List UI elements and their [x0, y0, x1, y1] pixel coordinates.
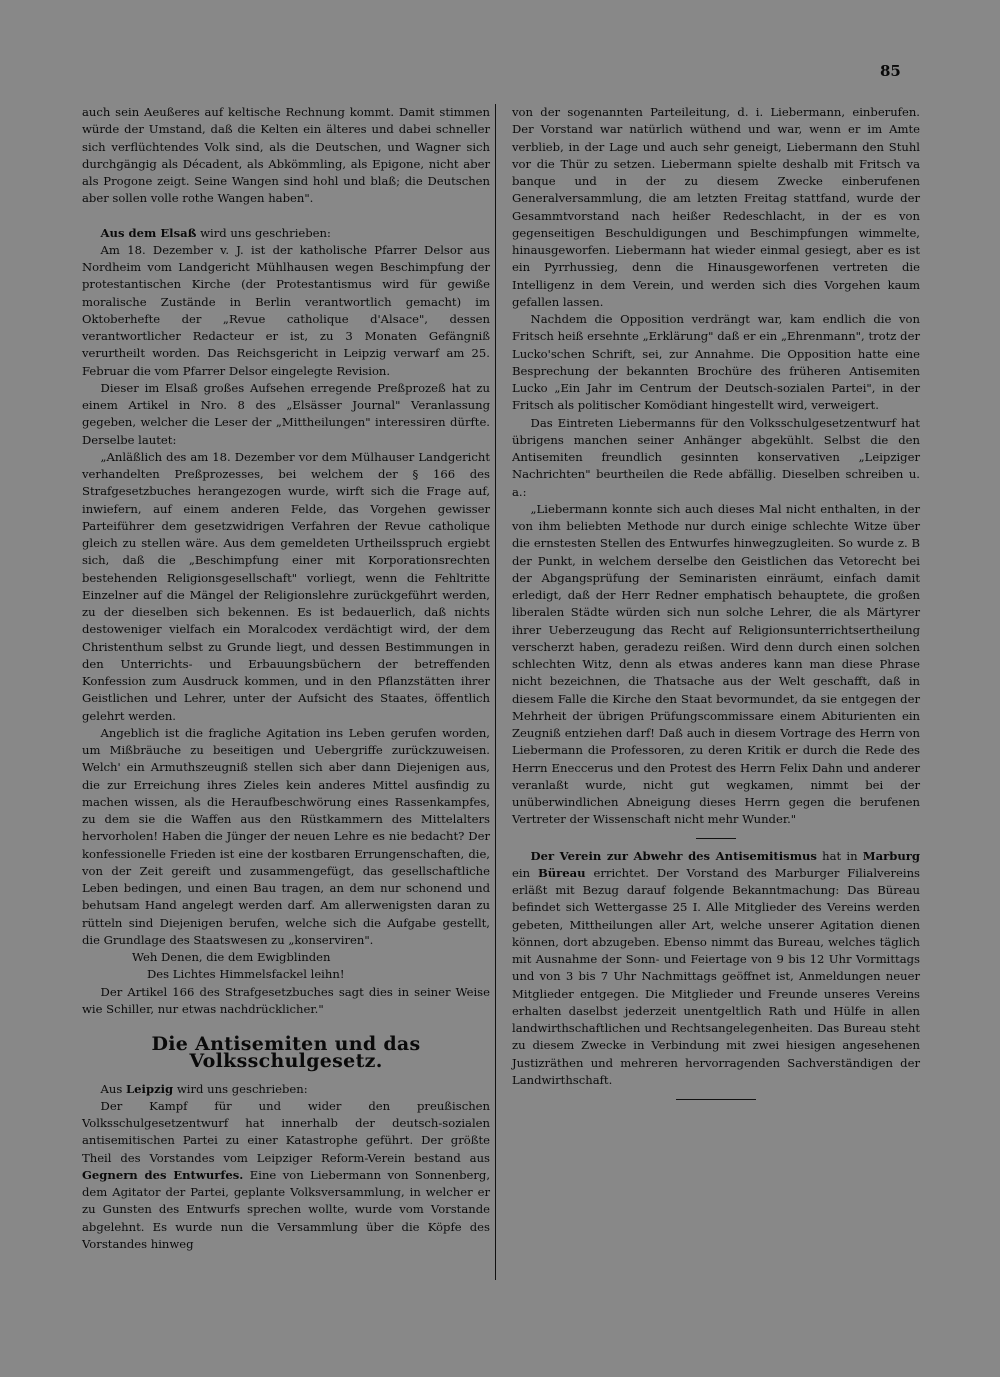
inline-text: ein — [512, 865, 538, 880]
inline-heading: Leipzig — [126, 1081, 174, 1096]
column-divider — [495, 104, 496, 1280]
inline-text: errichtet. Der Vorstand des Marburger Filialvereins erläßt mit Bezug darauf folgende Bekanntmachung: Das Büreau befindet sich Wettergasse 25 I. Alle Mitglieder des Vereins werden gebeten, Mittheilungen aller Art, welche unserer Agitation dienen können, dort abzugeben. Ebenso nimmt das Bureau, welches täglich mit Ausnahme der Sonn- und Feiertage von 9 bis 12 Uhr Vormittags und von 3 bis 7 Uhr Nachmittags geöffnet ist, Anmeldungen neuer Mitglieder entgegen. Die Mitglieder und Freunde unseres Vereins erhalten daselbst jederzeit unentgeltlich Rath und Hülfe in allen landwirthschaftlichen und Rechtsangelegenheiten. Das Bureau steht zu diesem Zwecke in Verbindung mit zwei hiesigen angesehenen Justizräthen und mehreren hervorragenden Sachverständigen der Landwirthschaft. — [512, 865, 920, 1087]
inline-emphasis: Büreau — [537, 865, 586, 880]
paragraph-leipzig-intro — [82, 1081, 490, 1098]
poem-line: Weh Denen, die dem Ewigblinden — [132, 950, 331, 964]
paragraph-elsass-intro — [82, 225, 490, 242]
inline-heading: Aus dem Elsaß — [100, 225, 197, 240]
paragraph: Nachdem die Opposition verdrängt war, kam endlich die von Fritsch heiß ersehnte „Erklärung" daß er ein „Ehrenmann", trotz der Lucko'schen Schrift, sei, zur Annahme. Die Opposition hatte eine Besprechung der bekannten Brochüre des früheren Antisemiten Lucko „Ein Jahr im Centrum der Deutsch-sozialen Partei", in der Fritsch als politischer Komödiant hingestellt wird, verweigert. — [512, 312, 920, 413]
section-title: Die Antisemiten und das Volksschulgesetz. — [151, 1033, 421, 1073]
inline-text: Aus — [100, 1081, 127, 1096]
paragraph: auch sein Aeußeres auf keltische Rechnung kommt. Damit stimmen würde der Umstand, daß die Kelten ein älteres und dabei schneller sich verflüchtendes Volk sind, als die Deutschen, und Wagner sich durchgängig als Décadent, als Abkömmling, als Epigone, nicht aber als Progone zeigt. Seine Wangen sind hohl und blaß; die Deutschen aber sollen volle rothe Wangen haben". — [82, 105, 490, 206]
paragraph: Dieser im Elsaß großes Aufsehen erregende Preßprozeß hat zu einem Artikel in Nro. 8 des „Elsässer Journal" Veranlassung gegeben, welcher die Leser der „Mittheilungen" interessiren dürfte. Derselbe lautet: — [82, 380, 490, 447]
separator-rule — [676, 1099, 756, 1100]
separator-rule — [696, 838, 736, 839]
paragraph: Der Artikel 166 des Strafgesetzbuches sagt dies in seiner Weise wie Schiller, nur etwas nachdrücklicher." — [82, 984, 490, 1016]
inline-text: wird uns geschrieben: — [173, 1081, 308, 1096]
paragraph: Angeblich ist die fragliche Agitation ins Leben gerufen worden, um Mißbräuche zu beseitigen und Uebergriffe zurückzuweisen. Welch' ein Armuthszeugniß stellen sich aber dann Diejenigen aus, die zur Erreichung ihres Zieles kein anderes Mittel ausfindig zu machen wissen, als die Heraufbeschwörung eines Rassenkampfes, zu dem sie die Waffen aus den Rüstkammern des Mittelalters hervorholen! Haben die Jünger der neuen Lehre es nie bedacht? Der konfessionelle Frieden ist eine der kostbaren Errungenschaften, die, von der Zeit gereift und zusammengefügt, das gesellschaftliche Leben bedingen, und einen Bau tragen, an dem nur schonend und behutsam Hand angelegt werden darf. Am allerwenigsten daran zu rütteln sind Diejenigen berufen, welche sich die Aufgabe gestellt, die Grundlage des Staatswesen zu „konserviren". — [82, 725, 490, 947]
inline-heading: Der Verein zur Abwehr des Antisemitismus — [530, 848, 817, 863]
quote-paragraph: „Anläßlich des am 18. Dezember vor dem Mülhauser Landgericht verhandelten Preßprozesses, bei welchem der § 166 des Strafgesetzbuches herangezogen wurde, wirft sich die Frage auf, inwiefern, auf einem anderen Felde, das Vorgehen gewisser Parteiführer dem gesetzwidrigen Verfahren der Revue catholique gleich zu stellen wäre. Aus dem gemeldeten Urtheilsspruch ergiebt sich, daß die „Beschimpfung einer mit Korporationsrechten bestehenden Religionsgesellschaft" vorliegt, wenn die Fehltritte Einzelner auf die Mängel der Religionslehre zurückgeführt werden, zu der dieselben sich bekennen. Es ist bedauerlich, daß nichts destoweniger vielfach ein Moralcodex verdächtigt wird, der dem Christenthum selbst zu Grunde liegt, und dessen Bestimmungen in den Unterrichts- und Erbauungsbüchern der betreffenden Konfession zum Ausdruck kommen, und in den Pflanzstätten ihrer Geistlichen und Lehrer, unter der Aufsicht des Staates, öffentlich gelehrt werden. — [82, 449, 490, 723]
paragraph-verein — [512, 848, 920, 1090]
inline-text: Der Kampf für und wider den preußischen Volksschulgesetzentwurf hat innerhalb der deutsch-sozialen antisemitischen Partei zu einer Katastrophe geführt. Der größte Theil des Vorstandes vom Leipziger Reform-Verein bestand aus — [82, 1098, 490, 1165]
left-column — [82, 104, 490, 1253]
paragraph — [82, 1098, 490, 1253]
paragraph: Am 18. Dezember v. J. ist der katholische Pfarrer Delsor aus Nordheim vom Landgericht Mühlhausen wegen Beschimpfung der protestantischen Kirche (der Protestantismus wird für gewiße moralische Zustände in Berlin verantwortlich gemacht) im Oktoberhefte der „Revue catholique d'Alsace", dessen verantwortlicher Redacteur er ist, zu 3 Monaten Gefängniß verurtheilt worden. Das Reichsgericht in Leipzig verwarf am 25. Februar die vom Pfarrer Delsor eingelegte Revision. — [82, 242, 490, 378]
inline-emphasis: Marburg — [862, 848, 920, 863]
inline-text: Eine von Liebermann von Sonnenberg, dem Agitator der Partei, geplante Volksversammlung, in welcher er zu Gunsten des Entwurfs sprechen wollte, wurde vom Vorstande abgelehnt. Es wurde nun die Versammlung über die Köpfe des Vorstandes hinweg — [82, 1167, 490, 1251]
inline-emphasis: Gegnern des Entwurfes. — [82, 1167, 244, 1182]
paragraph: von der sogenannten Parteileitung, d. i. Liebermann, einberufen. Der Vorstand war natürlich wüthend und war, wenn er im Amte verblieb, in der Lage und auch sehr geneigt, Liebermann den Stuhl vor die Thür zu setzen. Liebermann spielte deshalb mit Fritsch va banque und in der zu diesem Zwecke einberufenen Generalversammlung, die am letzten Freitag stattfand, wurde der Gesammtvorstand nach heißer Redeschlacht, in der es von gegenseitigen Beschuldigungen und Beschimpfungen wimmelte, hinausgeworfen. Liebermann hat wieder einmal gesiegt, aber es ist ein Pyrrhussieg, denn die Hinausgeworfenen vertreten die Intelligenz in dem Verein, und werden sich dies Vorgehen kaum gefallen lassen. — [512, 105, 920, 309]
quote-paragraph: „Liebermann konnte sich auch dieses Mal nicht enthalten, in der von ihm beliebten Methode nur durch einige schlechte Witze über die ernstesten Stellen des Entwurfes hinwegzugleiten. So wurde z. B der Punkt, in welchem derselbe den Geistlichen das Vetorecht bei der Abgangsprüfung der Seminaristen einräumt, einfach damit erledigt, daß der Herr Redner emphatisch behauptete, die großen liberalen Städte würden sich nun solche Lehrer, die als Märtyrer ihrer Ueberzeugung das Recht auf Religionsunterrichtsertheilung verscherzt haben, geradezu reißen. Wird denn durch einen solchen schlechten Witz, denn als etwas anderes kann man diese Phrase nicht bezeichnen, die Thatsache aus der Welt geschafft, daß in diesem Falle die Kirche den Staat bevormundet, da sie entgegen der Mehrheit der übrigen Prüfungscommissare einem Abiturienten ein Zeugniß entziehen darf! Daß auch in diesem Vortrage des Herrn von Liebermann die Professoren, zu deren Kritik er durch die Rede des Herrn Eneccerus und den Protest des Herrn Felix Dahn und anderer veranlaßt wurde, nicht gut wegkamen, nimmt bei der unüberwindlichen Abneigung dieses Herrn gegen die berufenen Vertreter der Wissenschaft nicht mehr Wunder." — [512, 501, 920, 827]
poem-line: Des Lichtes Himmelsfackel leihn! — [147, 967, 345, 982]
inline-text: hat in — [816, 848, 863, 863]
paragraph: Das Eintreten Liebermanns für den Volksschulgesetzentwurf hat übrigens manchen seiner Anhänger abgekühlt. Selbst die den Antisemiten freundlich gesinnten konservativen „Leipziger Nachrichten" beurtheilen die Rede abfällig. Dieselben schreiben u. a.: — [512, 415, 920, 499]
inline-text: wird uns geschrieben: — [196, 225, 331, 240]
right-column — [512, 104, 920, 1109]
page-number: 85 — [880, 62, 901, 80]
